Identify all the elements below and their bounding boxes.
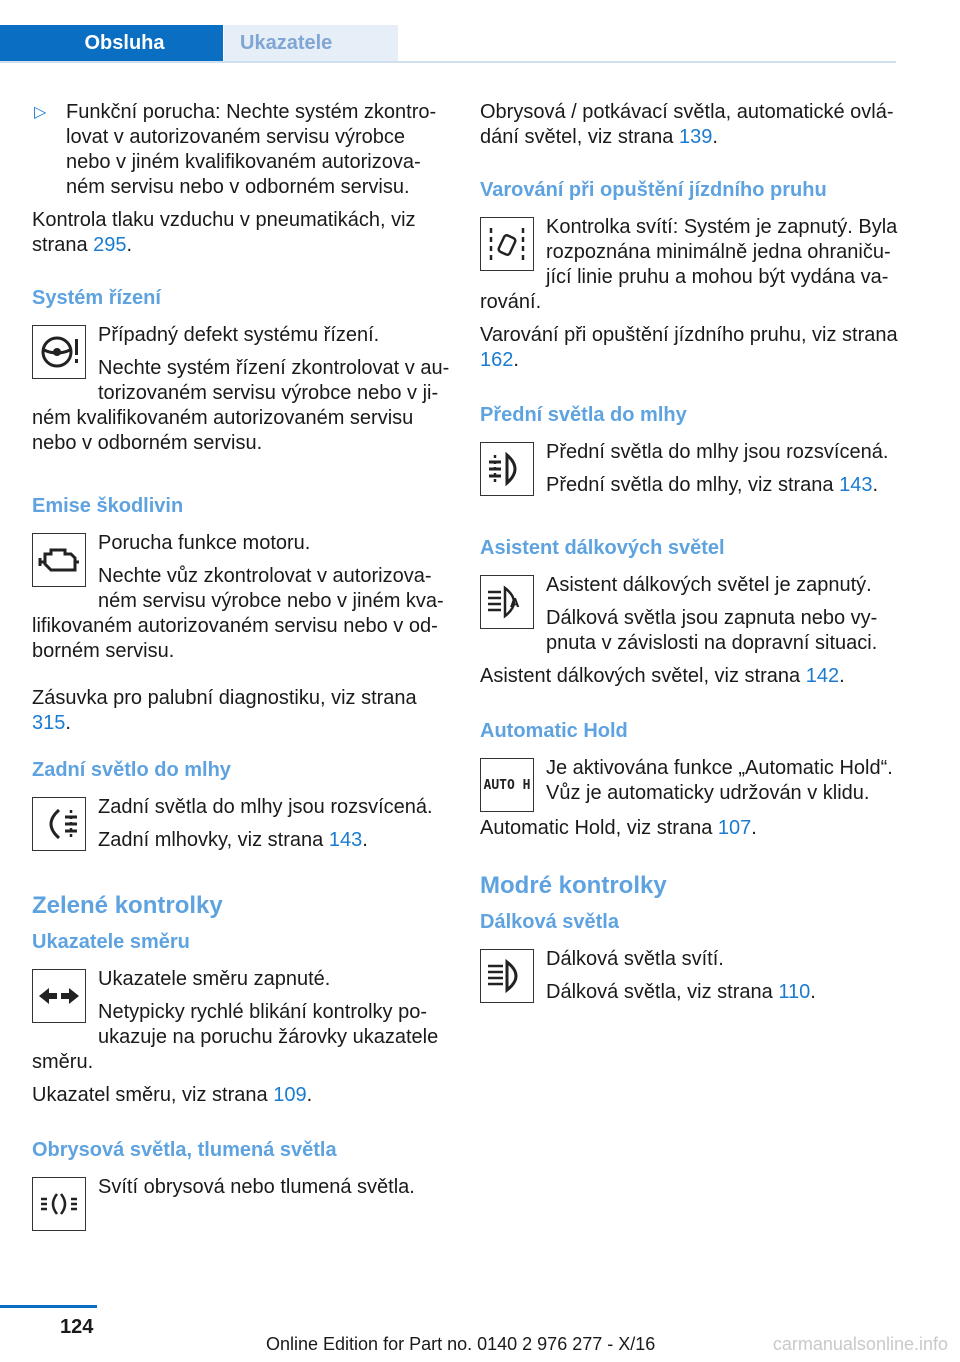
- section-title-high-beam: Dálková světla: [480, 911, 619, 933]
- triangle-bullet-icon: ▷: [34, 104, 47, 121]
- rear-fog-block: [32, 795, 450, 861]
- right-column: [480, 100, 900, 1013]
- page-link-109[interactable]: 109: [273, 1084, 307, 1106]
- rear-fog-p1: Zadní světla do mlhy jsou rozsvícená.: [98, 796, 433, 818]
- high-beam-icon: [480, 949, 534, 1003]
- front-fog-p2-text: Přední světla do mlhy, viz strana: [546, 474, 840, 496]
- section-title-green: Zelené kontrolky: [32, 892, 223, 919]
- front-fog-p1: Přední světla do mlhy jsou rozsvícená.: [546, 441, 889, 463]
- section-title-parking: Obrysová světla, tlumená světla: [32, 1139, 337, 1161]
- high-beam-assist-p3: Asistent dálkových světel, viz strana 142.: [480, 665, 845, 687]
- parking-p1: Svítí obrysová nebo tlumená světla.: [98, 1176, 415, 1198]
- emissions-p1: Porucha funkce motoru.: [98, 532, 311, 554]
- page-link-139[interactable]: 139: [678, 126, 713, 148]
- emissions-p3-text: Zásuvka pro palubní diagnostiku, viz strana: [32, 687, 417, 709]
- high-beam-p1: Dálková světla svítí.: [546, 948, 724, 970]
- turn-p3-text: Ukazatel směru, viz strana: [32, 1084, 274, 1106]
- high-beam-assist-block: [480, 573, 900, 664]
- footer-divider: [0, 1305, 97, 1308]
- page-number: 124: [60, 1316, 94, 1338]
- lane-block: [480, 215, 900, 323]
- turn-signal-icon: [32, 969, 86, 1023]
- watermark: carmanualsonline.info: [772, 1334, 948, 1354]
- auto-hold-p2-text: Automatic Hold, viz strana: [480, 817, 718, 839]
- rear-fog-p2-text: Zadní mlhovky, viz strana: [98, 829, 329, 851]
- auto-hold-p2: Automatic Hold, viz strana 107.: [480, 817, 757, 839]
- tire-pressure-text: Kontrola tlaku vzduchu v pneumatikách, viz strana 295.: [32, 209, 416, 256]
- tab-ukazatele[interactable]: Ukazatele: [224, 25, 398, 61]
- parking-cont-text: Obrysová / potkávací světla, automatické ovlá- dání světel, viz strana: [480, 101, 894, 148]
- front-fog-light-icon: [480, 442, 534, 496]
- engine-icon: [32, 533, 86, 587]
- auto-hold-icon: [480, 758, 534, 812]
- bullet-item: [32, 100, 450, 200]
- steering-block: [32, 323, 450, 464]
- section-title-steering: Systém řízení: [32, 287, 161, 309]
- steering-p2: Nechte systém řízení zkontrolovat v au- torizovaném servisu výrobce nebo v ji- ném kvalifikovaném autorizovaném servisu nebo v odborném servisu.: [32, 357, 450, 454]
- rear-fog-light-icon: [32, 797, 86, 851]
- page-header: [0, 0, 896, 64]
- high-beam-assist-p1: Asistent dálkových světel je zapnutý.: [546, 574, 872, 596]
- tire-text: Kontrola tlaku vzduchu v pneumatikách, viz strana: [32, 209, 416, 256]
- section-title-high-beam-assist: Asistent dálkových světel: [480, 537, 725, 559]
- turn-block: [32, 967, 450, 1083]
- lane-p2: Varování při opuštění jízdního pruhu, viz strana 162.: [480, 324, 898, 371]
- auto-hold-icon-text: AUTO H: [483, 777, 531, 793]
- header-divider: [0, 61, 896, 63]
- turn-p2: Netypicky rychlé blikání kontrolky po- ukazuje na poruchu žárovky ukazatele směru.: [32, 1001, 439, 1073]
- rear-fog-p2: Zadní mlhovky, viz strana 143.: [98, 829, 368, 851]
- section-title-front-fog: Přední světla do mlhy: [480, 404, 687, 426]
- page-link-315[interactable]: 315: [32, 712, 66, 734]
- high-beam-assist-p2: Dálková světla jsou zapnuta nebo vy- pnuta v závislosti na dopravní situaci.: [546, 607, 878, 654]
- section-title-blue: Modré kontrolky: [480, 872, 667, 899]
- front-fog-p2: Přední světla do mlhy, viz strana 143.: [546, 474, 879, 496]
- page-link-107[interactable]: 107: [717, 817, 752, 839]
- high-beam-block: [480, 947, 900, 1013]
- emissions-block: [32, 531, 450, 672]
- turn-p3: Ukazatel směru, viz strana 109.: [32, 1084, 313, 1106]
- section-title-emissions: Emise škodlivin: [32, 495, 184, 517]
- page-link-143-rear[interactable]: 143: [328, 829, 363, 851]
- parking-block: [32, 1175, 450, 1235]
- section-title-auto-hold: Automatic Hold: [480, 720, 628, 742]
- section-title-rear-fog: Zadní světlo do mlhy: [32, 759, 231, 781]
- auto-hold-p1: Je aktivována funkce „Automatic Hold“. Vůz je automaticky udržován v klidu.: [546, 757, 893, 804]
- steering-warning-icon: [32, 325, 86, 379]
- section-title-lane: Varování při opuštění jízdního pruhu: [480, 179, 827, 201]
- page-link-143-front[interactable]: 143: [839, 474, 873, 496]
- page-link-142[interactable]: 142: [805, 665, 840, 687]
- turn-p1: Ukazatele směru zapnuté.: [98, 968, 331, 990]
- page-link-162[interactable]: 162: [480, 349, 514, 371]
- steering-p1: Případný defekt systému řízení.: [98, 324, 380, 346]
- auto-hold-block: [480, 756, 900, 816]
- bullet-text: Funkční porucha: Nechte systém zkontro- lovat v autorizovaném servisu výrobce nebo v jiném kvalifikovaném autorizova- ném servisu nebo v odborném servisu.: [66, 101, 437, 198]
- lane-p1: Kontrolka svítí: Systém je zapnutý. Byla rozpoznána minimálně jedna ohraniču- jící linie pruhu a mohou být vydána va- rování.: [480, 216, 898, 313]
- parking-light-icon: [32, 1177, 86, 1231]
- front-fog-block: [480, 440, 900, 506]
- page-link-110[interactable]: 110: [778, 981, 811, 1003]
- lane-departure-icon: [480, 217, 534, 271]
- section-title-turn: Ukazatele směru: [32, 931, 190, 953]
- high-beam-p2: Dálková světla, viz strana 110.: [546, 981, 816, 1003]
- page-link-295[interactable]: 295: [93, 234, 127, 256]
- high-beam-assist-icon: [480, 575, 534, 629]
- lane-p2-text: Varování při opuštění jízdního pruhu, viz strana: [480, 324, 898, 346]
- left-column: [32, 100, 450, 1235]
- edition-text: Online Edition for Part no. 0140 2 976 277 - X/16: [266, 1334, 656, 1354]
- emissions-p2: Nechte vůz zkontrolovat v autorizova- ném servisu výrobce nebo v jiném kva- lifikovaném autorizovaném servisu nebo v od- borném servisu.: [32, 565, 444, 662]
- tab-obsluha[interactable]: Obsluha: [0, 25, 223, 61]
- svg-text:A: A: [510, 596, 520, 610]
- parking-continued: Obrysová / potkávací světla, automatické ovlá- dání světel, viz strana 139.: [480, 101, 894, 148]
- hba-p3-text: Asistent dálkových světel, viz strana: [480, 665, 806, 687]
- emissions-p3: Zásuvka pro palubní diagnostiku, viz strana 315.: [32, 687, 417, 734]
- high-beam-p2-text: Dálková světla, viz strana: [546, 981, 779, 1003]
